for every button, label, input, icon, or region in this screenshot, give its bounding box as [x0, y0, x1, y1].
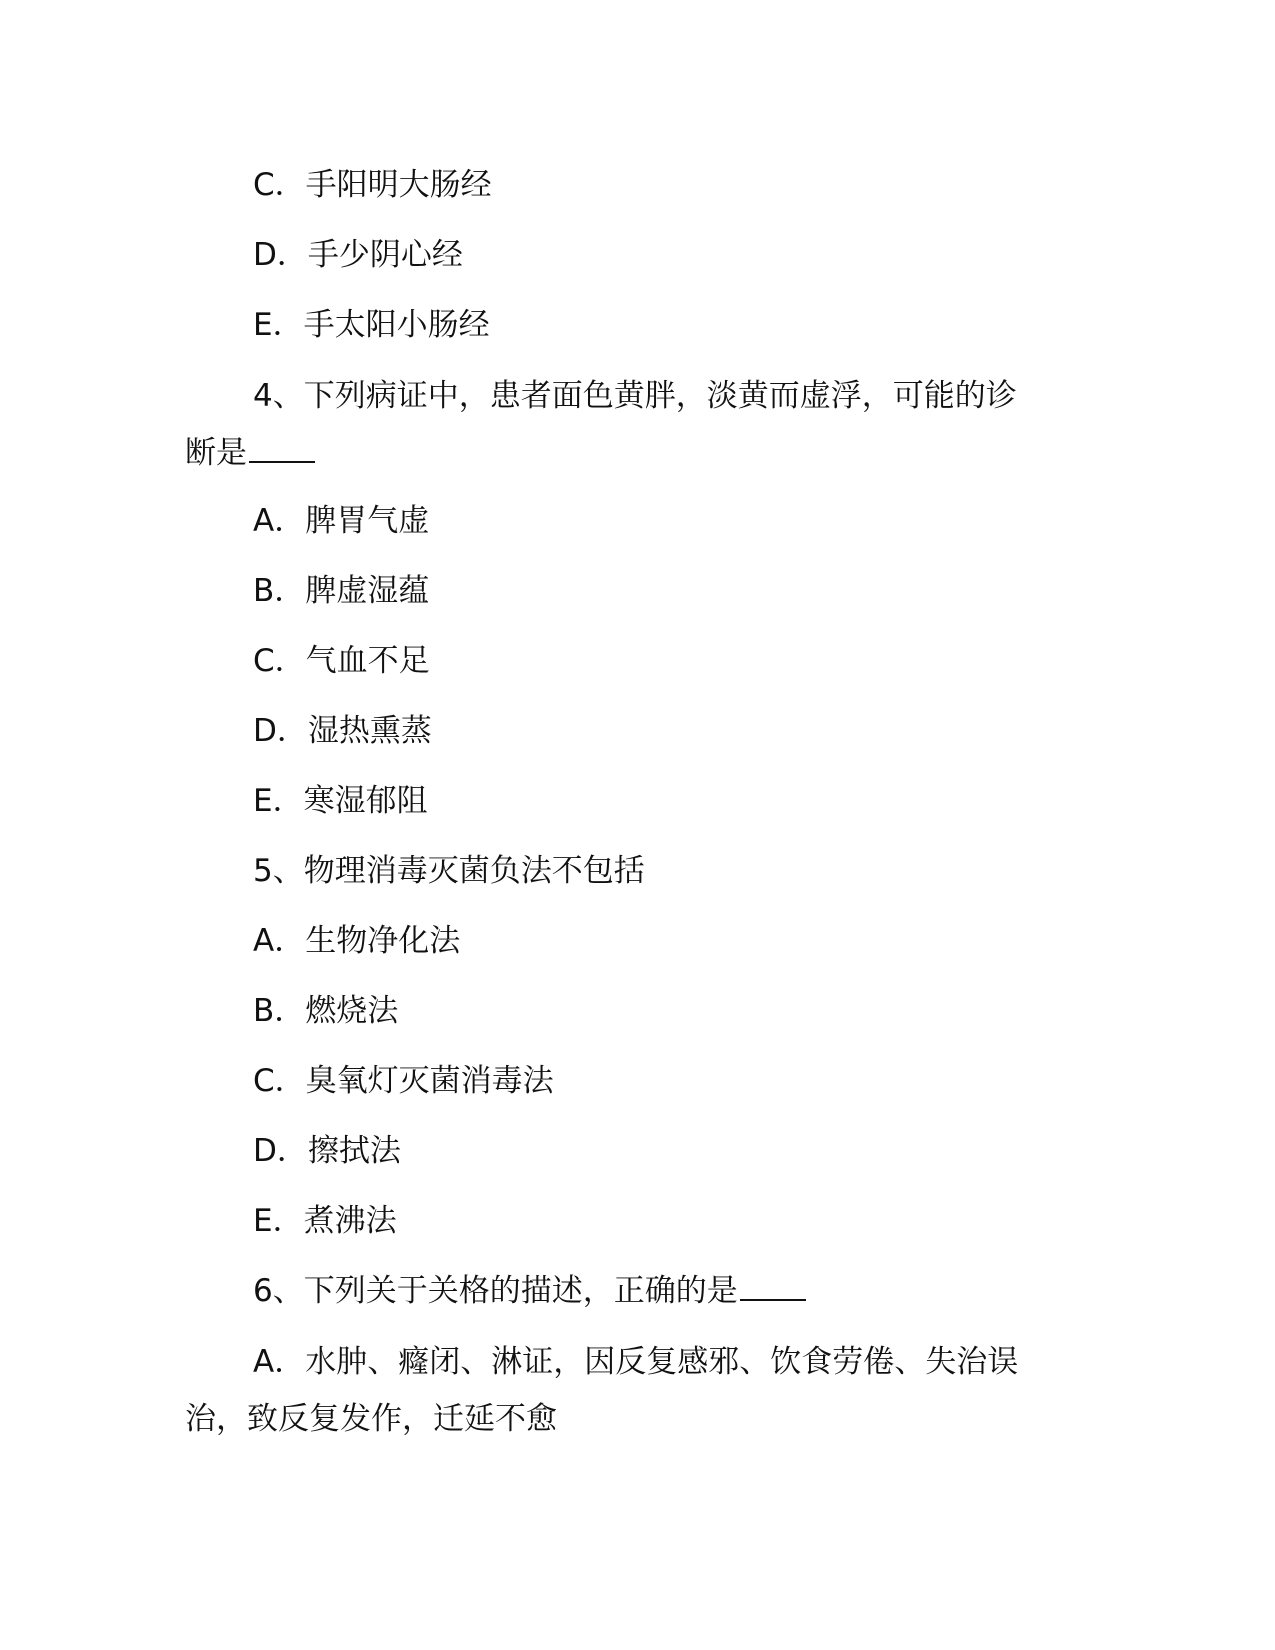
q4-stem-line2	[185, 425, 1090, 482]
q6-option-a	[185, 1334, 1090, 1448]
q4-option-d: D．湿热熏蒸	[253, 713, 432, 749]
q4-answer-blank	[249, 437, 315, 463]
q3-option-c: C．手阳明大肠经	[253, 167, 492, 203]
q5-option-c: C．臭氧灯灭菌消毒法	[253, 1063, 554, 1099]
q4-option-e: E．寒湿郁阻	[253, 783, 428, 819]
q6-stem	[185, 1256, 1090, 1326]
q5-option-d: D．擦拭法	[253, 1133, 401, 1169]
q4-stem-line2-text: 断是	[185, 435, 247, 471]
q4-option-b: B．脾虚湿蕴	[253, 573, 430, 609]
q5-option-e: E．煮沸法	[253, 1203, 397, 1239]
q6-option-a-line1: A．水肿、癃闭、淋证，因反复感邪、饮食劳倦、失治误	[253, 1344, 1019, 1380]
q5-option-a: A．生物净化法	[253, 923, 461, 959]
q5-option-b: B．燃烧法	[253, 993, 399, 1029]
q3-option-e: E．手太阳小肠经	[253, 307, 490, 343]
document-body	[185, 150, 1090, 1452]
q5-stem: 5、物理消毒灭菌负法不包括	[253, 853, 645, 889]
q6-stem-text: 6、下列关于关格的描述，正确的是	[253, 1273, 738, 1309]
q4-stem-line1: 4、下列病证中，患者面色黄胖，淡黄而虚浮，可能的诊	[253, 378, 1017, 414]
q6-option-a-line2: 治，致反复发作，迁延不愈	[185, 1401, 557, 1437]
q3-option-d: D．手少阴心经	[253, 237, 463, 273]
q6-answer-blank	[740, 1275, 806, 1301]
q4-stem	[185, 368, 1090, 482]
q4-option-a: A．脾胃气虚	[253, 503, 430, 539]
q4-option-c: C．气血不足	[253, 643, 430, 679]
